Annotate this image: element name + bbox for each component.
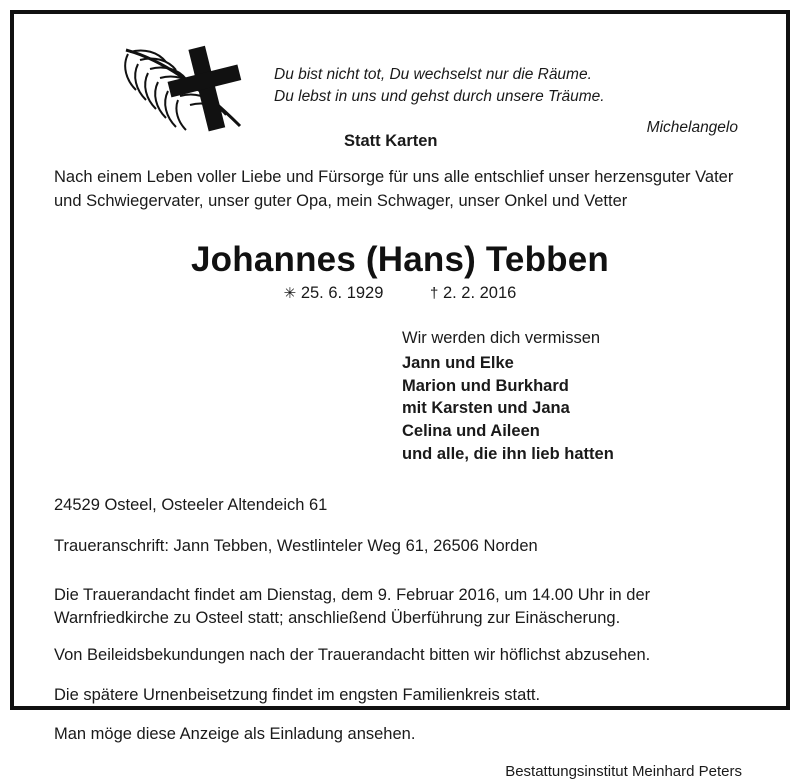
obituary-content: [14, 14, 786, 780]
death-date: 2. 2. 2016: [442, 283, 517, 302]
home-address: 24529 Osteel, Osteeler Altendeich 61: [54, 495, 328, 514]
intro-paragraph: Nach einem Leben voller Liebe und Fürsorge für uns alle entschlief unser herzensguter Vater und Schwiegervater, unser guter Opa, mein Schwager, unser Onkel und Vetter: [54, 168, 734, 211]
service-details: [54, 584, 746, 747]
family-member: und alle, die ihn lieb hatten: [402, 444, 614, 463]
undertaker-credit: Bestattungsinstitut Meinhard Peters: [505, 762, 742, 780]
verse-line-1: Du bist nicht tot, Du wechselst nur die Räume.: [274, 66, 592, 83]
family-member: Celina und Aileen: [402, 422, 540, 441]
life-dates: [54, 284, 746, 303]
service-detail-line: Die Trauerandacht findet am Dienstag, dem 9. Februar 2016, um 14.00 Uhr in der Warnfriedkirche zu Osteel statt; anschließend Überführung zur Einäscherung.: [54, 585, 651, 628]
family-member: Marion und Burkhard: [402, 376, 569, 395]
header-row: [54, 42, 746, 138]
family-lead: Wir werden dich vermissen: [402, 328, 601, 347]
statt-karten-label: Statt Karten: [344, 132, 438, 150]
obituary-card: [10, 10, 790, 780]
birth-date: 25. 6. 1929: [300, 283, 384, 302]
service-detail-line: Man möge diese Anzeige als Einladung ansehen.: [54, 725, 416, 744]
birth-star-icon: ✳: [283, 284, 297, 302]
family-member: Jann und Elke: [402, 353, 514, 372]
mourning-address: Traueranschrift: Jann Tebben, Westlinteler Weg 61, 26506 Norden: [54, 536, 538, 555]
cross-and-palm-icon: [54, 42, 254, 137]
verse-block: [254, 42, 746, 139]
death-date-group: [430, 284, 516, 302]
deceased-name: Johannes (Hans) Tebben: [191, 239, 609, 279]
verse-line-2: Du lebst in uns und gehst durch unsere Träume.: [274, 88, 605, 106]
family-block: [54, 329, 746, 466]
death-cross-icon: †: [430, 284, 439, 302]
family-member: mit Karsten und Jana: [402, 399, 570, 418]
verse-author: Michelangelo: [646, 118, 738, 136]
birth-date-group: [284, 284, 388, 302]
service-detail-line: Von Beileidsbekundungen nach der Trauerandacht bitten wir höflichst abzusehen.: [54, 646, 651, 665]
service-detail-line: Die spätere Urnenbeisetzung findet im engsten Familienkreis statt.: [54, 685, 541, 704]
